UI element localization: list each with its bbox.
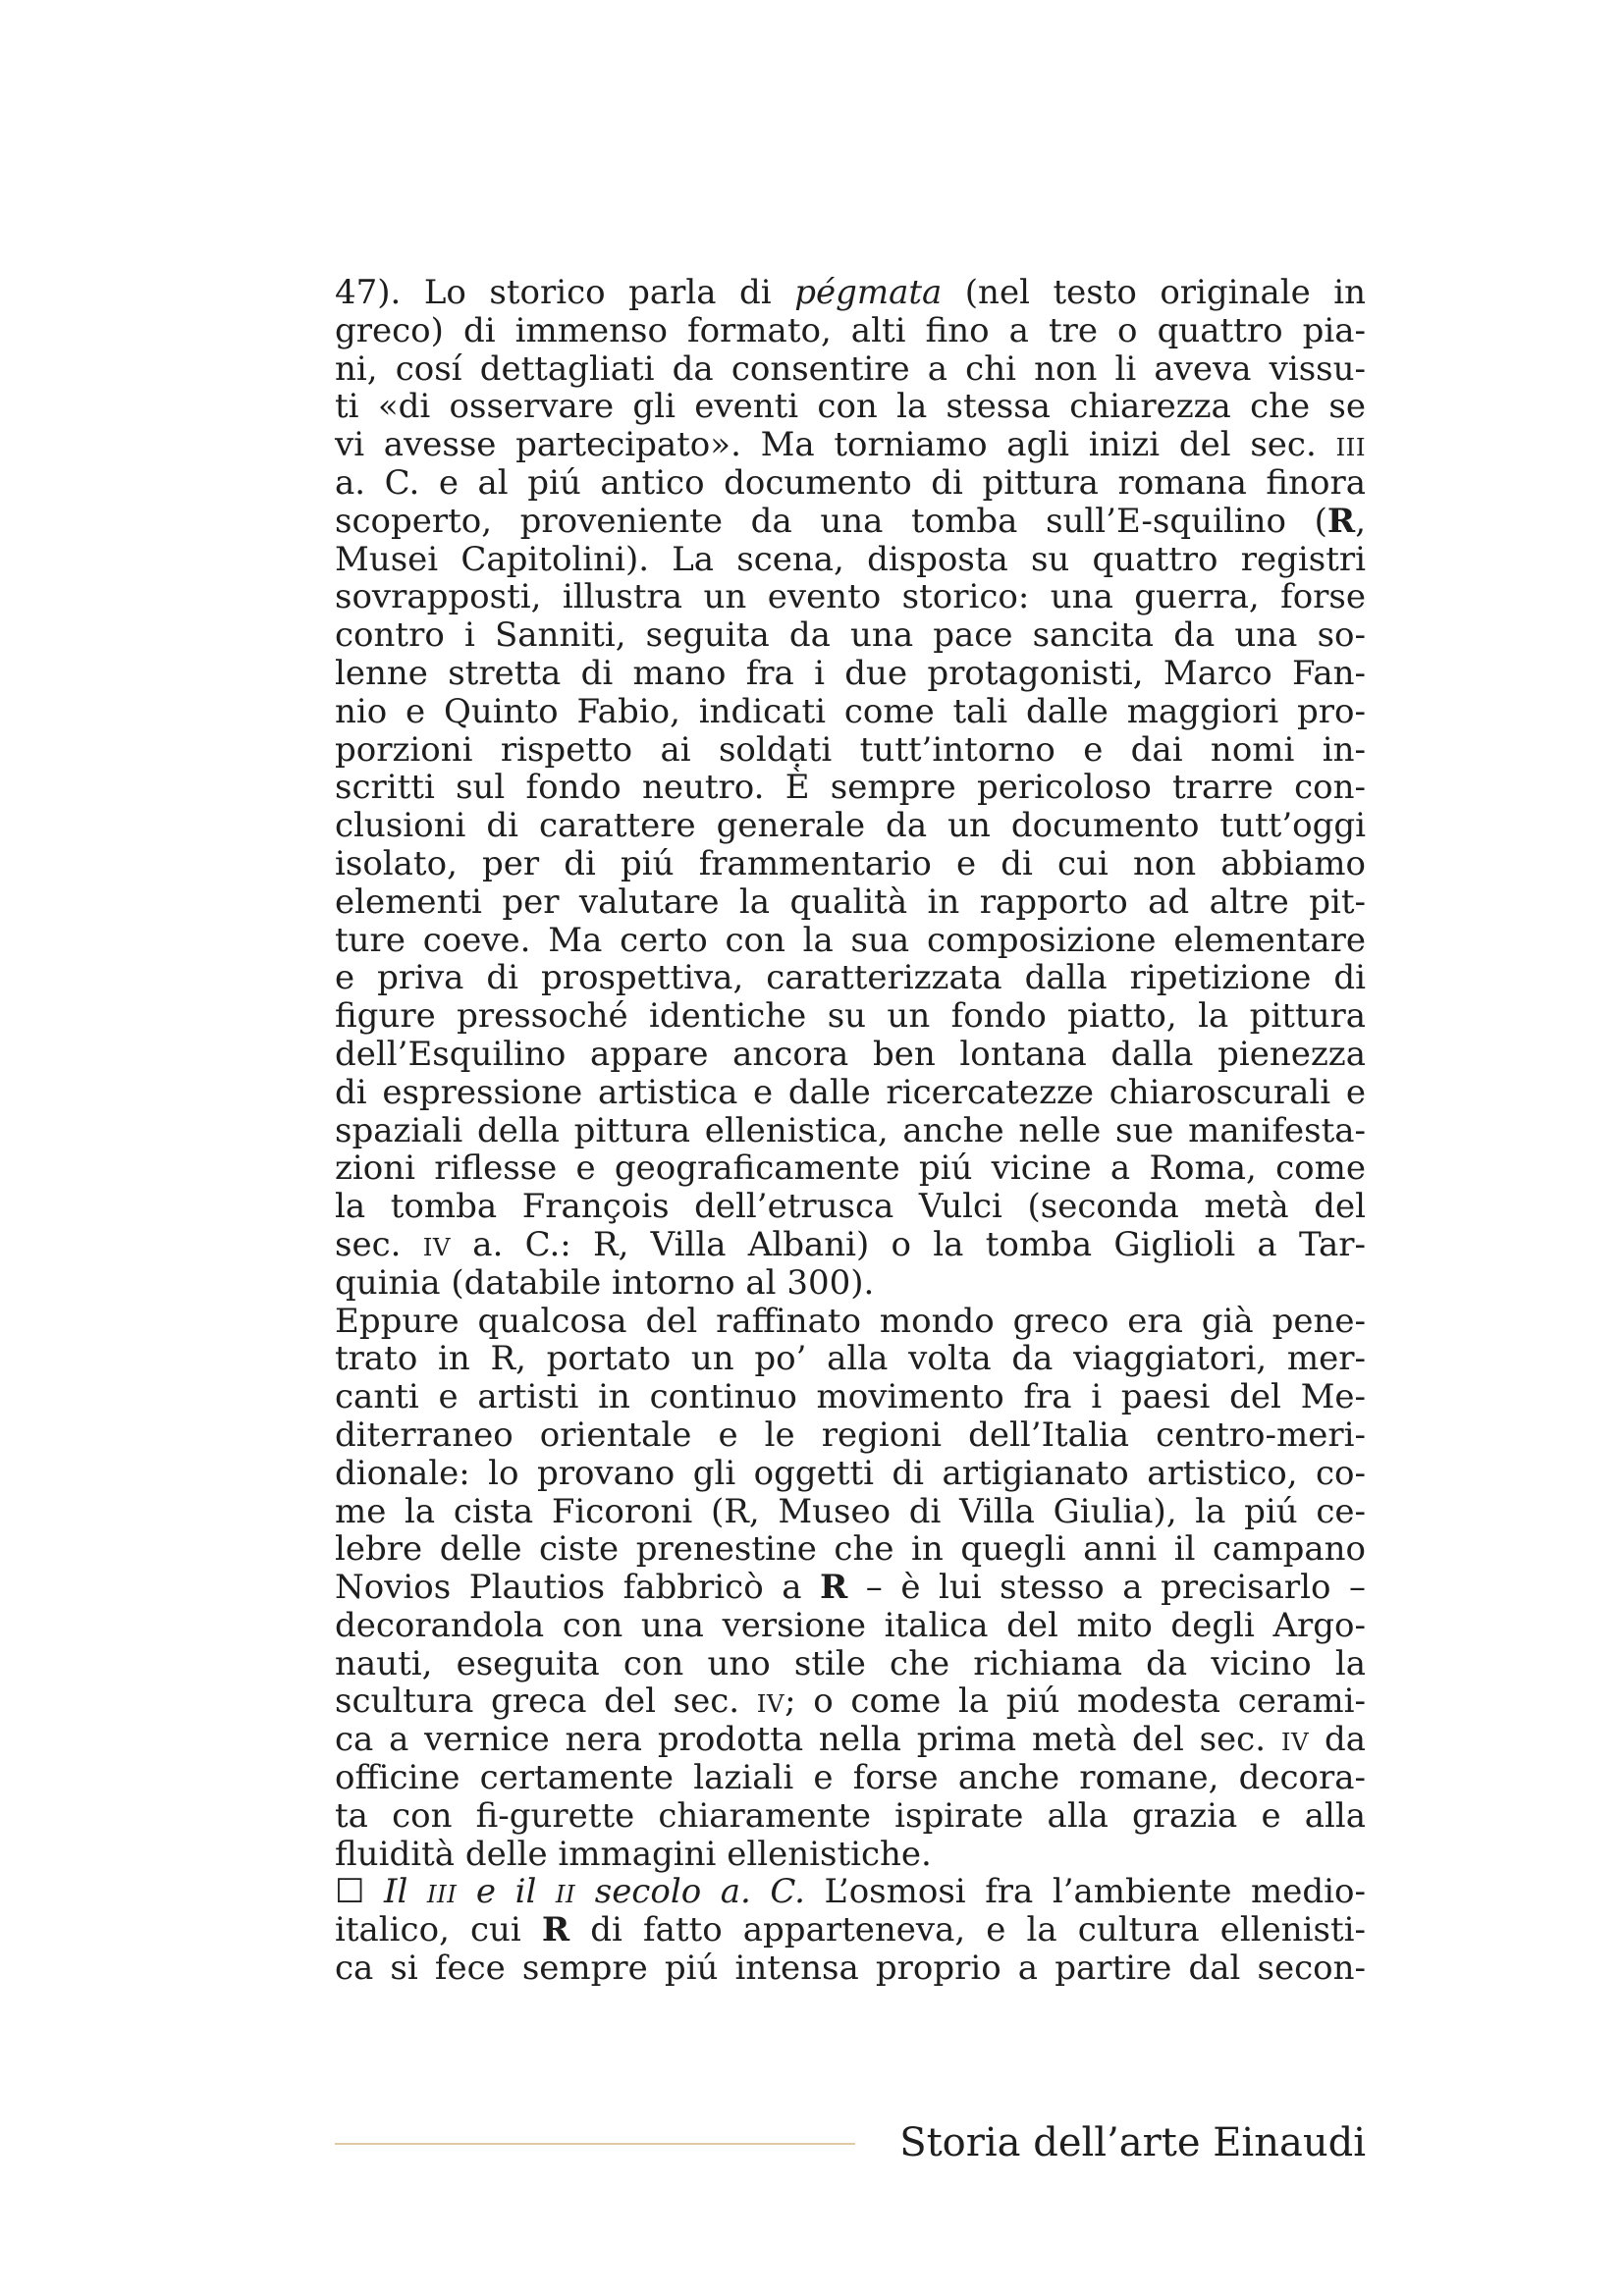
- text-line: [335, 922, 1366, 960]
- text-span: ni, cosí dettagliati da consentire a chi non li aveva vissu-: [335, 348, 1366, 389]
- text-span: Eppure qualcosa del raffinato mondo greco era già pene-: [335, 1301, 1366, 1341]
- text-span: diterraneo orientale e le regioni dell’Italia centro-meri-: [335, 1415, 1366, 1455]
- text-span: ta con fi-gurette chiaramente ispirate alla grazia e alla: [335, 1795, 1366, 1836]
- text-span: officine certamente laziali e forse anche romane, decora-: [335, 1758, 1366, 1798]
- text-span: elementi per valutare la qualità in rapporto ad altre pit-: [335, 881, 1366, 922]
- text-line: [335, 997, 1366, 1036]
- roman-numeral: IV: [1280, 1728, 1310, 1757]
- text-line: [335, 426, 1366, 464]
- text-span: dionale: lo provano gli oggetti di artigianato artistico, co-: [335, 1453, 1366, 1493]
- text-line: [335, 1607, 1366, 1645]
- text-line: [335, 541, 1366, 579]
- text-span: da: [1309, 1720, 1367, 1760]
- text-line: [335, 1036, 1366, 1074]
- text-line: [335, 1340, 1366, 1378]
- text-span: a. C. e al piú antico documento di pittura romana finora: [335, 462, 1366, 503]
- text-line: [335, 312, 1366, 350]
- text-line: [335, 1530, 1366, 1569]
- text-span: ti «di osservare gli eventi con la stessa chiarezza che se: [335, 387, 1366, 427]
- text-span: di fatto apparteneva, e la cultura ellenisti-: [569, 1910, 1366, 1950]
- text-span: ; o come la piú modesta cerami-: [784, 1682, 1366, 1722]
- text-span: L’osmosi fra l’ambiente medio-: [804, 1872, 1366, 1912]
- text-span: lenne stretta di mano fra i due protagonisti, Marco Fan-: [335, 653, 1366, 693]
- text-line: [335, 1226, 1366, 1264]
- bold-text: R: [820, 1568, 848, 1608]
- text-span: – è lui stesso a precisarlo –: [847, 1568, 1366, 1608]
- text-span: Novios Plautios fabbricò a: [335, 1568, 821, 1608]
- text-line: [335, 1112, 1366, 1150]
- text-span: scultura greca del sec.: [335, 1682, 757, 1722]
- text-span: vi avesse partecipato». Ma torniamo agli inizi del sec.: [335, 425, 1336, 465]
- text-line: [335, 578, 1366, 616]
- text-span: a. C.: R, Villa Albani) o la tomba Giglioli a Tar-: [451, 1224, 1366, 1264]
- text-span: quinia (databile intorno al 300).: [335, 1262, 875, 1303]
- text-span: e priva di prospettiva, caratterizzata dalla ripetizione di: [335, 958, 1366, 998]
- text-line: [335, 655, 1366, 693]
- text-line: [335, 1074, 1366, 1112]
- text-span: lebre delle ciste prenestine che in quegli anni il campano: [335, 1529, 1366, 1570]
- text-span: la tomba François dell’etrusca Vulci (seconda metà del: [335, 1187, 1366, 1227]
- footer-rule: [335, 2143, 855, 2145]
- text-line: [335, 274, 1366, 312]
- text-span: trato in R, portato un po’ alla volta da viaggiatori, mer-: [335, 1339, 1366, 1379]
- text-line: [335, 1682, 1366, 1721]
- text-span: porzioni rispetto ai soldạti tutt’intorno e dai nomi in-: [335, 729, 1366, 770]
- text-span: figure pressoché identiche su un fondo piatto, la pittura: [335, 996, 1366, 1037]
- text-line: [335, 1797, 1366, 1836]
- body-text: [335, 274, 1366, 1988]
- text-span: fluidità delle immagini ellenistiche.: [335, 1834, 932, 1874]
- italic-text: secolo a. C.: [575, 1872, 805, 1912]
- text-line: [335, 1378, 1366, 1416]
- text-span: Musei Capitolini). La scena, disposta su quattro registri: [335, 539, 1366, 579]
- italic-text: Il: [384, 1872, 427, 1912]
- roman-numeral: III: [426, 1880, 458, 1909]
- text-line: [335, 807, 1366, 845]
- text-span: di espressione artistica e dalle ricercatezze chiaroscurali e: [335, 1072, 1366, 1112]
- text-line: [335, 1873, 1366, 1911]
- text-span: ca a vernice nera prodotta nella prima metà del sec.: [335, 1720, 1281, 1760]
- text-span: decorandola con una versione italica del mito degli Argo-: [335, 1605, 1366, 1645]
- text-line: [335, 1149, 1366, 1188]
- text-span: canti e artisti in continuo movimento fra i paesi del Me-: [335, 1377, 1366, 1417]
- text-span: ☐: [335, 1872, 385, 1912]
- text-line: [335, 959, 1366, 997]
- text-line: [335, 1493, 1366, 1531]
- italic-text: e il: [457, 1872, 556, 1912]
- text-line: [335, 1645, 1366, 1683]
- text-line: [335, 388, 1366, 426]
- bold-text: R: [1326, 501, 1356, 541]
- text-span: sovrapposti, illustra un evento storico: una guerra, forse: [335, 577, 1366, 617]
- text-line: [335, 1836, 1366, 1874]
- roman-numeral: III: [1335, 433, 1366, 462]
- text-span: scritti sul fondo neutro. È sempre pericoloso trarre con-: [335, 768, 1366, 808]
- text-line: [335, 350, 1366, 389]
- text-line: [335, 693, 1366, 731]
- text-span: ,: [1355, 501, 1366, 541]
- text-line: [335, 883, 1366, 922]
- text-line: [335, 769, 1366, 807]
- text-span: scoperto, proveniente da una tomba sull’E-squilino (: [335, 501, 1327, 541]
- text-line: [335, 464, 1366, 503]
- text-span: dell’Esquilino appare ancora ben lontana dalla pienezza: [335, 1034, 1366, 1074]
- text-span: 47). Lo storico parla di: [335, 273, 795, 312]
- text-span: me la cista Ficoroni (R, Museo di Villa Giulia), la piú ce-: [335, 1491, 1366, 1531]
- text-span: (nel testo originale in: [942, 273, 1366, 312]
- text-line: [335, 1759, 1366, 1797]
- text-span: nauti, eseguita con uno stile che richiama da vicino la: [335, 1643, 1366, 1683]
- text-line: [335, 1949, 1366, 1988]
- italic-text: pégmata: [794, 273, 943, 312]
- text-line: [335, 1264, 1366, 1303]
- text-span: clusioni di carattere generale da un documento tutt’oggi: [335, 806, 1366, 846]
- text-span: italico, cui: [335, 1910, 542, 1950]
- text-span: zioni riflesse e geograficamente piú vicine a Roma, come: [335, 1148, 1366, 1189]
- text-line: [335, 1416, 1366, 1455]
- text-line: [335, 616, 1366, 655]
- text-line: [335, 1188, 1366, 1226]
- roman-numeral: IV: [422, 1232, 452, 1261]
- text-span: ture coeve. Ma certo con la sua composizione elementare: [335, 920, 1366, 960]
- footer-title: Storia dell’arte Einaudi: [899, 2120, 1366, 2165]
- text-line: [335, 1455, 1366, 1493]
- text-line: [335, 845, 1366, 883]
- text-line: [335, 1569, 1366, 1607]
- text-span: ca si fece sempre piú intensa proprio a partire dal secon-: [335, 1949, 1366, 1989]
- text-span: contro i Sanniti, seguita da una pace sancita da una so-: [335, 615, 1366, 656]
- text-span: sec.: [335, 1224, 423, 1264]
- roman-numeral: IV: [756, 1689, 785, 1719]
- text-line: [335, 1303, 1366, 1341]
- text-line: [335, 503, 1366, 541]
- text-line: [335, 731, 1366, 770]
- text-span: spaziali della pittura ellenistica, anche nelle sue manifesta-: [335, 1110, 1366, 1150]
- roman-numeral: II: [555, 1880, 576, 1909]
- text-span: nio e Quinto Fabio, indicati come tali dalle maggiori pro-: [335, 691, 1366, 731]
- text-line: [335, 1911, 1366, 1949]
- text-span: isolato, per di piú frammentario e di cui non abbiamo: [335, 843, 1366, 883]
- text-span: greco) di immenso formato, alti fino a tre o quattro pia-: [335, 310, 1366, 350]
- bold-text: R: [541, 1910, 570, 1950]
- text-line: [335, 1721, 1366, 1759]
